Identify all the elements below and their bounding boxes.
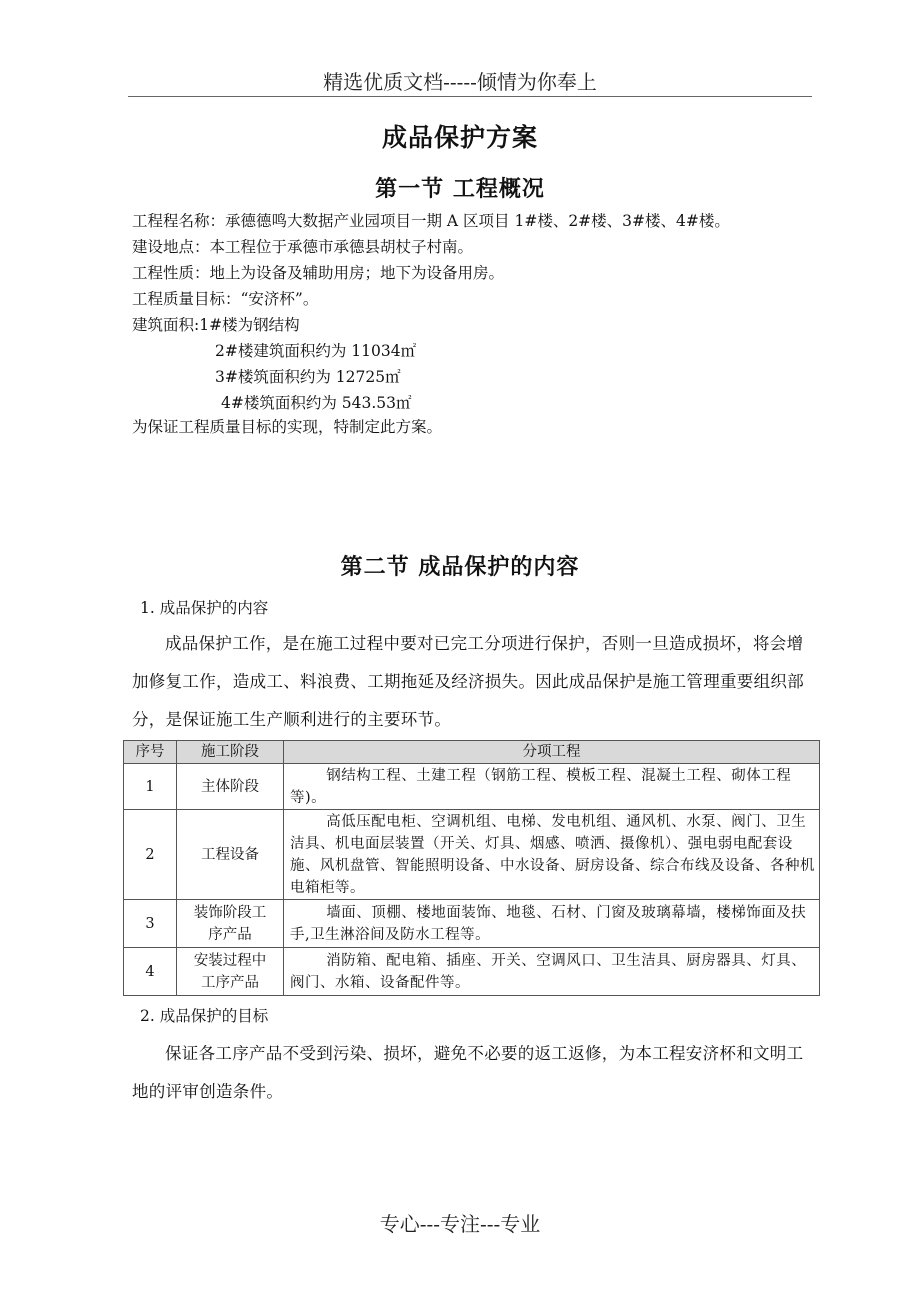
- row-stage: 工程设备: [177, 810, 284, 900]
- row-stage: 主体阶段: [177, 764, 284, 810]
- header-divider: [128, 96, 812, 97]
- table-row: [124, 948, 820, 996]
- col-header-no: 序号: [124, 741, 177, 764]
- purpose-line: 为保证工程质量目标的实现，特制定此方案。: [132, 418, 443, 436]
- row-items: 高低压配电柜、空调机组、电梯、发电机组、通风机、水泵、阀门、卫生洁具、机电面层装置（开关、灯具、烟感、喷洒、摄像机）、强电弱电配套设施、风机盘管、智能照明设备、中水设备、厨房设备、综合布线及设备、各种机电箱柜等。: [284, 810, 820, 900]
- table-row: [124, 764, 820, 810]
- row-stage: 装饰阶段工序产品: [177, 900, 284, 948]
- building-area-line: 建筑面积:1#楼为钢结构: [132, 316, 300, 334]
- section2-heading: 第二节 成品保护的内容: [340, 554, 580, 580]
- row-no: 4: [124, 948, 177, 996]
- row-items: 消防箱、配电箱、插座、开关、空调风口、卫生洁具、厨房器具、灯具、阀门、水箱、设备配件等。: [284, 948, 820, 996]
- table-header-row: [124, 741, 820, 764]
- item2-paragraph: 保证各工序产品不受到污染、损坏，避免不必要的返工返修，为本工程安济杯和文明工地的评审创造条件。: [132, 1044, 804, 1101]
- row-items: 钢结构工程、土建工程（钢筋工程、模板工程、混凝土工程、砌体工程等)。: [284, 764, 820, 810]
- project-name-line: 工程程名称：承德德鸣大数据产业园项目一期 A 区项目 1#楼、2#楼、3#楼、4#楼。: [132, 212, 730, 230]
- page-footer: 专心---专注---专业: [379, 1212, 541, 1236]
- row-no: 1: [124, 764, 177, 810]
- building3-area-line: 3#楼筑面积约为 12725㎡: [215, 368, 401, 386]
- document-title: 成品保护方案: [381, 123, 538, 152]
- section1-heading: 第一节 工程概况: [375, 176, 545, 202]
- protection-table: [123, 740, 820, 996]
- table-row: [124, 900, 820, 948]
- building4-area-line: 4#楼筑面积约为 543.53㎡: [221, 394, 412, 412]
- page-header: 精选优质文档-----倾情为你奉上: [323, 70, 597, 94]
- item1-paragraph: 成品保护工作，是在施工过程中要对已完工分项进行保护，否则一旦造成损坏，将会增加修复工作，造成工、料浪费、工期拖延及经济损失。因此成品保护是施工管理重要组织部分，是保证施工生产顺利进行的主要环节。: [132, 634, 804, 729]
- row-stage: 安装过程中工序产品: [177, 948, 284, 996]
- col-header-items: 分项工程: [284, 741, 820, 764]
- row-items: 墙面、顶棚、楼地面装饰、地毯、石材、门窗及玻璃幕墙，楼梯饰面及扶手,卫生淋浴间及防水工程等。: [284, 900, 820, 948]
- item1-title: 1. 成品保护的内容: [140, 599, 269, 617]
- project-nature-line: 工程性质：地上为设备及辅助用房；地下为设备用房。: [132, 264, 505, 282]
- row-no: 2: [124, 810, 177, 900]
- row-no: 3: [124, 900, 177, 948]
- item2-title: 2. 成品保护的目标: [140, 1007, 269, 1025]
- quality-goal-line: 工程质量目标：“安济杯”。: [132, 290, 319, 308]
- col-header-stage: 施工阶段: [177, 741, 284, 764]
- building2-area-line: 2#楼建筑面积约为 11034㎡: [215, 342, 417, 360]
- site-location-line: 建设地点：本工程位于承德市承德县胡杖子村南。: [132, 238, 474, 256]
- table-row: [124, 810, 820, 900]
